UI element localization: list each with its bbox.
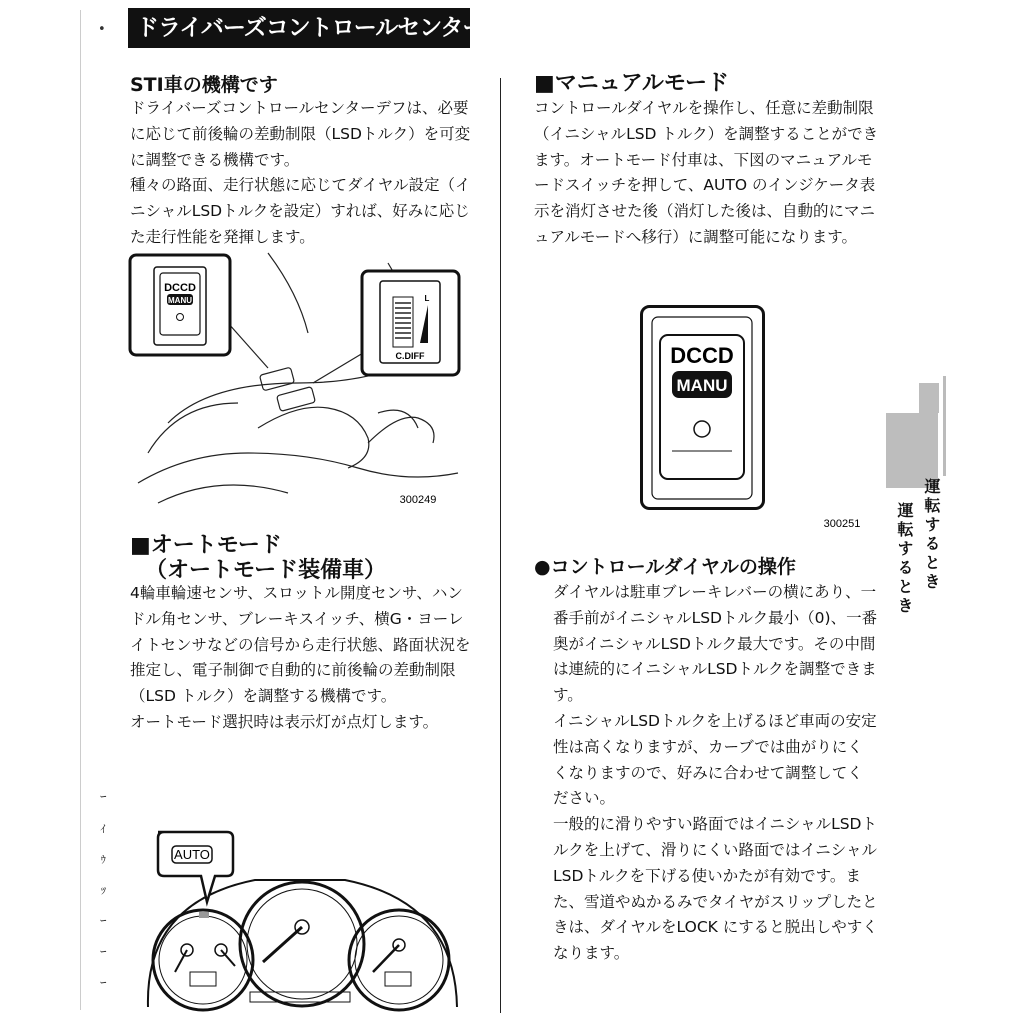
chapter-tab-notch [919, 383, 939, 413]
section-heading-auto: ■オートモード [130, 533, 282, 558]
console-dial-illustration [128, 253, 473, 515]
column-divider [500, 78, 501, 1013]
sti-description [130, 96, 475, 251]
chapter-tab [886, 413, 938, 488]
manual-description [534, 96, 880, 251]
paragraph: イニシャルLSDトルクを上げるほど車両の安定性は高くなりますが、カーブでは曲がりにくくなりますので、好みに合わせて調整してください。 [553, 711, 877, 808]
paragraph: コントロールダイヤルを操作し、任意に差動制限（イニシャルLSD トルク）を調整することができます。オートモード付車は、下図のマニュアルモードスイッチを押して、AUTO のインジケータ表示を消灯させた後（消灯した後は、自動的にマニュアルモードへ移行）に調整可能になります。 [534, 99, 879, 246]
margin-mark: • [98, 22, 106, 37]
switch-top-label: DCCD [164, 282, 196, 294]
section-heading-manual: ■マニュアルモード [534, 71, 730, 96]
section-heading-sti: STI車の機構です [130, 74, 278, 96]
auto-indicator-label: AUTO [174, 847, 210, 862]
figure-number: 300251 [823, 518, 861, 530]
dial-label: C.DIFF [395, 351, 425, 361]
switch-top-label: DCCD [670, 343, 734, 368]
section-subheading-auto: （オートモード装備車） [145, 558, 387, 583]
chapter-tab-label: 運転するとき [922, 478, 941, 592]
chapter-tab-edge [943, 376, 946, 476]
paragraph: ドライバーズコントロールセンターデフは、必要に応じて前後輪の差動制限（LSDトルク）を可変に調整できる機構です。 [130, 99, 471, 169]
paragraph: 種々の路面、走行状態に応じてダイヤル設定（イニシャルLSDトルクを設定）すれば、好みに応じた走行性能を発揮します。 [130, 176, 471, 246]
dial-lock-letter: L [424, 294, 430, 303]
instrument-cluster-illustration [145, 832, 460, 1012]
paragraph: 4輪車輪速センサ、スロットル開度センサ、ハンドル角センサ、ブレーキスイッチ、横G・ヨーレイトセンサなどの信号から走行状態、路面状況を推定し、電子制御で自動的に前後輪の差動制限（LSD トルク）を調整する機構です。 [130, 584, 471, 706]
switch-badge: MANU [168, 296, 192, 305]
auto-description [130, 581, 475, 736]
page-title: ドライバーズコントロールセンターデフ [128, 8, 470, 48]
figure-number: 300249 [399, 494, 437, 506]
paragraph: ダイヤルは駐車ブレーキレバーの横にあり、一番手前がイニシャルLSDトルク最小（0)、一番奥がイニシャルLSDトルク最大です。その中間は連続的にイニシャルLSDトルクを調整できます。 [553, 583, 878, 705]
page-left-edge-line [80, 10, 81, 1010]
dccd-switch-illustration [640, 305, 870, 533]
section-heading-dial: ●コントロールダイヤルの操作 [534, 556, 796, 578]
paragraph: 一般的に滑りやすい路面ではイニシャルLSDトルクを上げて、滑りにくい路面ではイニシャルLSDトルクを下げる使いかたが有効です。また、雪道やぬかるみでタイヤがスリップしたときは、ダイヤルをLOCK にすると脱出しやすくなります。 [553, 815, 878, 963]
switch-badge: MANU [676, 376, 728, 395]
dial-description [553, 580, 878, 967]
margin-marks: ｰ ｨ ｩ ｯ ｰ ｰ ｰ [100, 790, 107, 991]
paragraph: オートモード選択時は表示灯が点灯します。 [130, 712, 439, 731]
chapter-tab-label-shadow: 運転するとき [895, 502, 914, 616]
